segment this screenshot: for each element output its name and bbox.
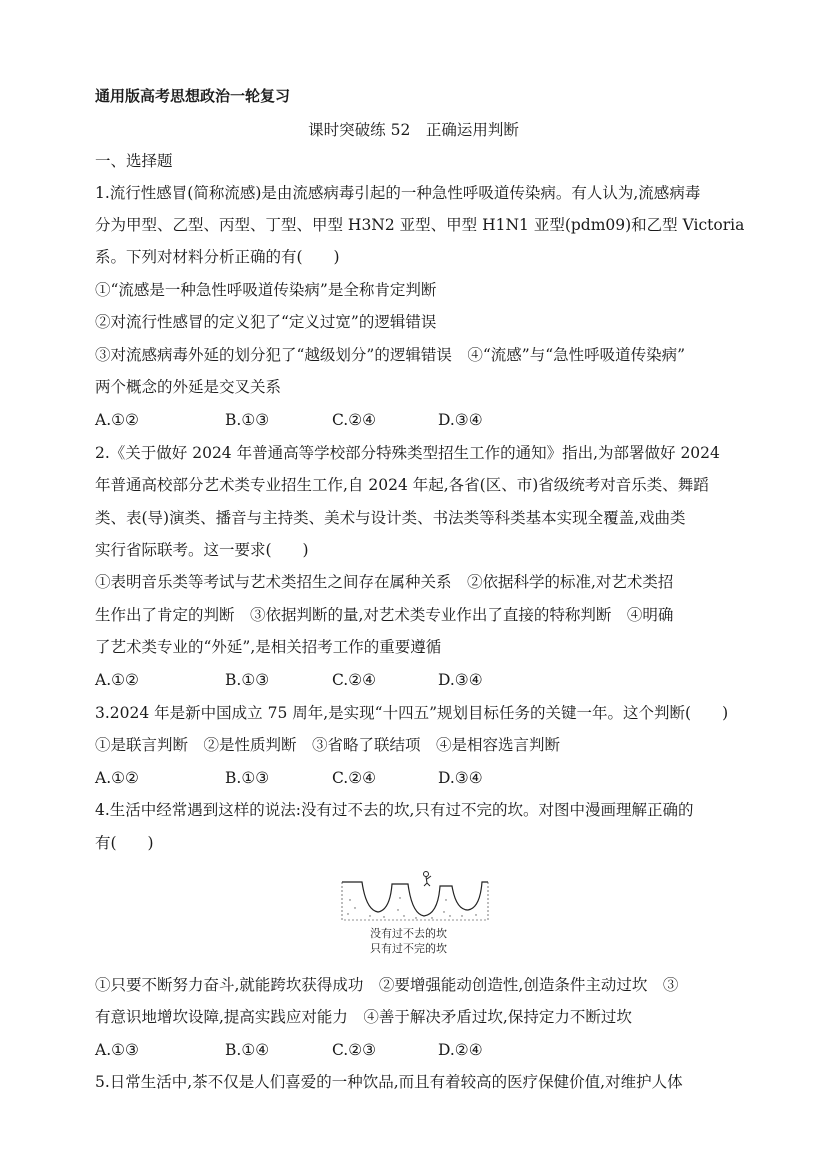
- q2-statement-1: ①表明音乐类等考试与艺术类招生之间存在属种关系 ②依据科学的标准,对艺术类招: [95, 573, 674, 591]
- q2-option-b: B.①③: [225, 671, 270, 689]
- cartoon-caption-line-2: 只有过不完的坎: [370, 942, 447, 955]
- q1-statement-4: 两个概念的外延是交叉关系: [95, 378, 282, 396]
- cartoon-caption-line-1: 没有过不去的坎: [370, 927, 447, 940]
- q4-option-a: A.①③: [95, 1041, 139, 1059]
- series-title: 通用版高考思想政治一轮复习: [95, 87, 291, 105]
- q3-line-1: 3.2024 年是新中国成立 75 周年,是实现“十四五”规划目标任务的关键一年。这个判断( ): [95, 704, 729, 722]
- q3-statements: ①是联言判断 ②是性质判断 ③省略了联结项 ④是相容选言判断: [95, 736, 561, 754]
- q1-statement-2: ②对流行性感冒的定义犯了“定义过宽”的逻辑错误: [95, 313, 437, 331]
- q1-option-a: A.①②: [95, 411, 139, 429]
- q3-option-c: C.②④: [332, 769, 377, 787]
- q4-option-b: B.①④: [225, 1041, 270, 1059]
- cartoon-image: [340, 870, 490, 960]
- q1-option-d: D.③④: [438, 411, 483, 429]
- q1-line-1: 1.流行性感冒(简称流感)是由流感病毒引起的一种急性呼吸道传染病。有人认为,流感病毒: [95, 184, 701, 202]
- q3-option-d: D.③④: [438, 769, 483, 787]
- q2-statement-2: 生作出了肯定的判断 ③依据判断的量,对艺术类专业作出了直接的特称判断 ④明确: [95, 606, 674, 624]
- q4-statement-1: ①只要不断努力奋斗,就能跨坎获得成功 ②要增强能动创造性,创造条件主动过坎 ③: [95, 976, 679, 994]
- q2-line-1: 2.《关于做好 2024 年普通高等学校部分特殊类型招生工作的通知》指出,为部署做好 2024: [95, 444, 720, 462]
- lesson-title: 课时突破练 52 正确运用判断: [308, 121, 519, 139]
- q2-statement-3: 了艺术类专业的“外延”,是相关招考工作的重要遵循: [95, 638, 442, 656]
- q3-option-a: A.①②: [95, 769, 139, 787]
- section-heading: 一、选择题: [95, 152, 173, 170]
- q4-option-d: D.②④: [438, 1041, 483, 1059]
- q1-option-c: C.②④: [332, 411, 377, 429]
- q1-statement-3: ③对流感病毒外延的划分犯了“越级划分”的逻辑错误 ④“流感”与“急性呼吸道传染病”: [95, 346, 686, 364]
- q2-option-c: C.②④: [332, 671, 377, 689]
- q2-line-3: 类、表(导)演类、播音与主持类、美术与设计类、书法类等科类基本实现全覆盖,戏曲类: [95, 509, 686, 527]
- q2-line-2: 年普通高校部分艺术类专业招生工作,自 2024 年起,各省(区、市)省级统考对音乐类、舞蹈: [95, 476, 709, 494]
- q4-statement-2: 有意识地增坎设障,提高实践应对能力 ④善于解决矛盾过坎,保持定力不断过坎: [95, 1008, 632, 1026]
- q4-option-c: C.②③: [332, 1041, 377, 1059]
- q3-option-b: B.①③: [225, 769, 270, 787]
- q4-line-2: 有( ): [95, 834, 154, 852]
- q2-option-d: D.③④: [438, 671, 483, 689]
- q1-line-3: 系。下列对材料分析正确的有( ): [95, 248, 340, 266]
- q1-line-2: 分为甲型、乙型、丙型、丁型、甲型 H3N2 亚型、甲型 H1N1 亚型(pdm09)和乙型 Victoria: [95, 216, 745, 234]
- cartoon-caption: [370, 926, 447, 956]
- q4-line-1: 4.生活中经常遇到这样的说法:没有过不去的坎,只有过不完的坎。对图中漫画理解正确的: [95, 801, 694, 819]
- q1-option-b: B.①③: [225, 411, 270, 429]
- q1-statement-1: ①“流感是一种急性呼吸道传染病”是全称肯定判断: [95, 281, 437, 299]
- q5-line-1: 5.日常生活中,茶不仅是人们喜爱的一种饮品,而且有着较高的医疗保健价值,对维护人体: [95, 1073, 683, 1091]
- q2-line-4: 实行省际联考。这一要求( ): [95, 541, 309, 559]
- q2-option-a: A.①②: [95, 671, 139, 689]
